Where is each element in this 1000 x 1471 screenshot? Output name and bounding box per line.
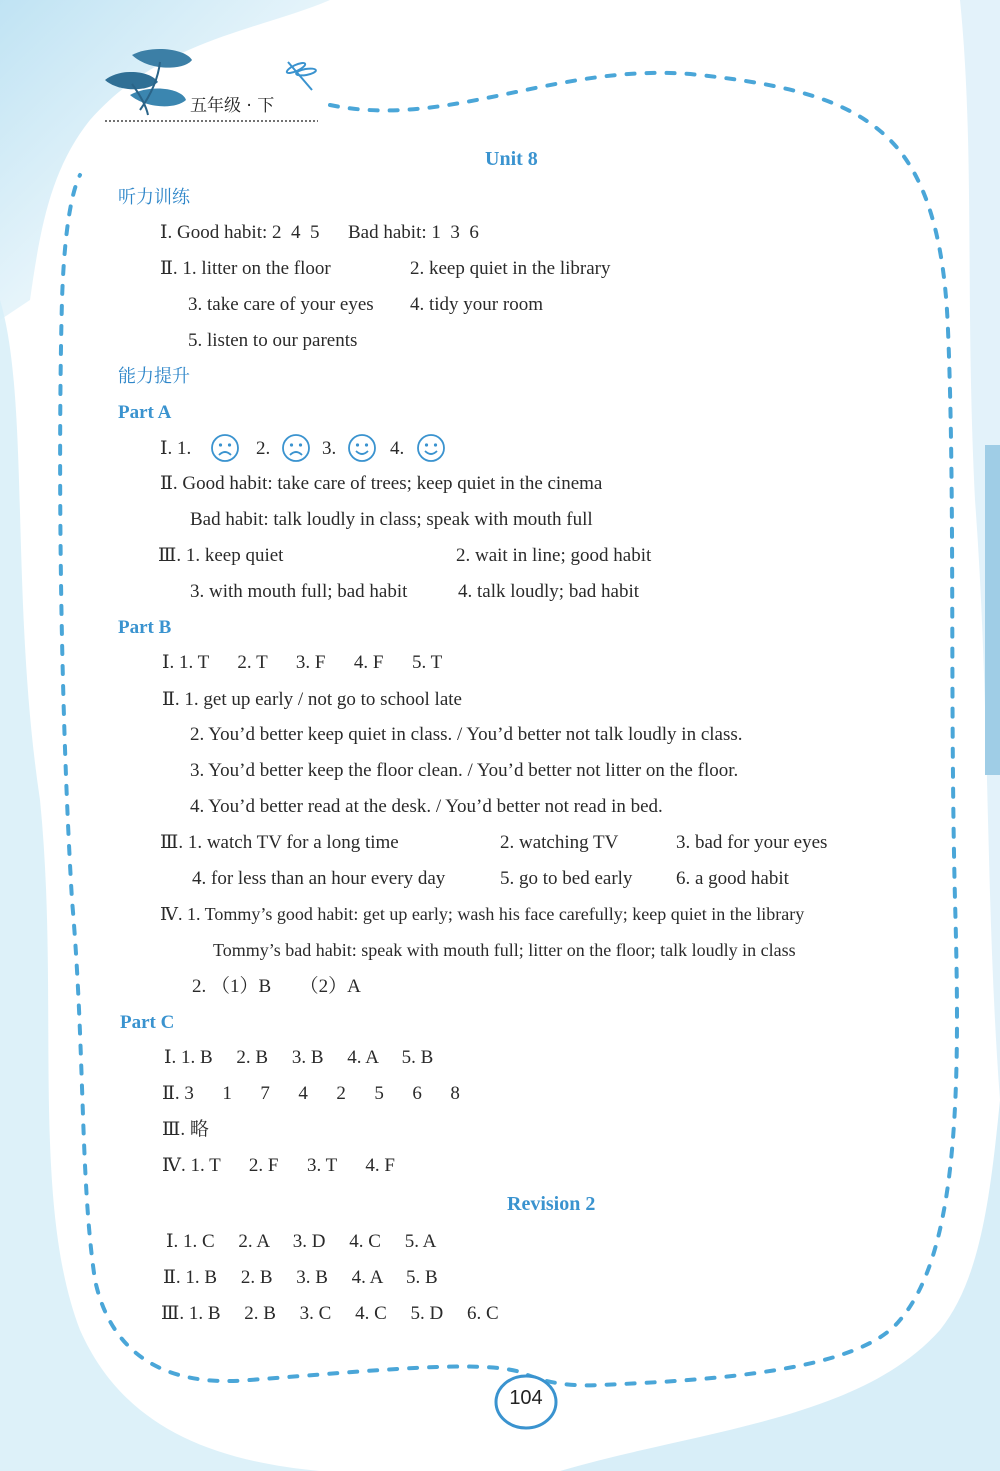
answer-line: Ⅱ. Good habit: take care of trees; keep quiet in the cinema xyxy=(160,473,603,494)
happy-face-icon xyxy=(416,433,446,463)
part-c-label: Part C xyxy=(120,1012,175,1033)
answer-line: 4. talk loudly; bad habit xyxy=(458,581,640,602)
answer-line: Ⅱ. 3 1 7 4 2 5 6 8 xyxy=(162,1083,460,1104)
answer-line: 3. take care of your eyes xyxy=(188,294,374,315)
answer-line: 4. xyxy=(390,438,405,459)
answer-line: 4. You’d better read at the desk. / You’d better not read in bed. xyxy=(190,796,663,817)
sad-face-icon xyxy=(210,433,240,463)
answer-line: Ⅰ. 1. xyxy=(160,438,192,459)
answer-line: 2. wait in line; good habit xyxy=(456,545,652,566)
answer-line: Ⅱ. 1. get up early / not go to school late xyxy=(162,689,462,710)
answer-line: 2. You’d better keep quiet in class. / You’d better not talk loudly in class. xyxy=(190,724,743,745)
answer-line: Ⅰ. 1. C 2. A 3. D 4. C 5. A xyxy=(166,1231,437,1252)
answer-line: Tommy’s bad habit: speak with mouth full; litter on the floor; talk loudly in class xyxy=(213,940,796,960)
answer-line: Ⅳ. 1. T 2. F 3. T 4. F xyxy=(162,1155,395,1176)
answer-line: 5. go to bed early xyxy=(500,868,633,889)
answer-line: 2. watching TV xyxy=(500,832,619,853)
page-edge-tab xyxy=(985,445,1000,775)
answer-line: Ⅱ. 1. B 2. B 3. B 4. A 5. B xyxy=(163,1267,438,1288)
watercolor-bottom-right xyxy=(560,1100,1000,1471)
sad-face-icon xyxy=(281,433,311,463)
answer-line: 2. keep quiet in the library xyxy=(410,258,611,279)
part-b-label: Part B xyxy=(118,617,172,638)
answer-line: 4. for less than an hour every day xyxy=(192,868,446,889)
answer-line: 4. tidy your room xyxy=(410,294,543,315)
answer-line: Bad habit: talk loudly in class; speak with mouth full xyxy=(190,509,593,530)
answer-line: 3. bad for your eyes xyxy=(676,832,828,853)
unit-title: Unit 8 xyxy=(485,148,538,170)
answer-line: 6. a good habit xyxy=(676,868,789,889)
answer-line: 3. xyxy=(322,438,337,459)
ability-heading: 能力提升 xyxy=(118,366,190,387)
happy-face-icon xyxy=(347,433,377,463)
answer-line: Ⅲ. 1. B 2. B 3. C 4. C 5. D 6. C xyxy=(161,1303,499,1324)
answer-line: 2. xyxy=(256,438,271,459)
answer-line: 2. （1）B （2）A xyxy=(192,976,361,997)
revision-title: Revision 2 xyxy=(507,1193,596,1215)
answer-line: Ⅳ. 1. Tommy’s good habit: get up early; wash his face carefully; keep quiet in the library xyxy=(160,904,805,924)
answer-line: 3. with mouth full; bad habit xyxy=(190,581,408,602)
answer-line: Ⅰ. 1. B 2. B 3. B 4. A 5. B xyxy=(164,1047,434,1068)
page-number: 104 xyxy=(509,1387,543,1409)
answer-line: 5. listen to our parents xyxy=(188,330,358,351)
answer-line: Ⅰ. 1. T 2. T 3. F 4. F 5. T xyxy=(162,652,443,673)
answer-line: 3. You’d better keep the floor clean. / You’d better not litter on the floor. xyxy=(190,760,739,781)
part-a-label: Part A xyxy=(118,402,172,423)
answer-line: Ⅲ. 1. keep quiet xyxy=(158,545,284,566)
grade-label: 五年级 · 下 xyxy=(190,96,275,116)
dragonfly-icon xyxy=(286,61,317,90)
answer-line: Ⅲ. 1. watch TV for a long time xyxy=(160,832,399,853)
listening-heading: 听力训练 xyxy=(118,187,190,208)
answer-line: Ⅱ. 1. litter on the floor xyxy=(160,258,331,279)
answer-line: Ⅰ. Good habit: 2 4 5 Bad habit: 1 3 6 xyxy=(160,222,479,243)
answer-line: Ⅲ. 略 xyxy=(162,1119,209,1140)
